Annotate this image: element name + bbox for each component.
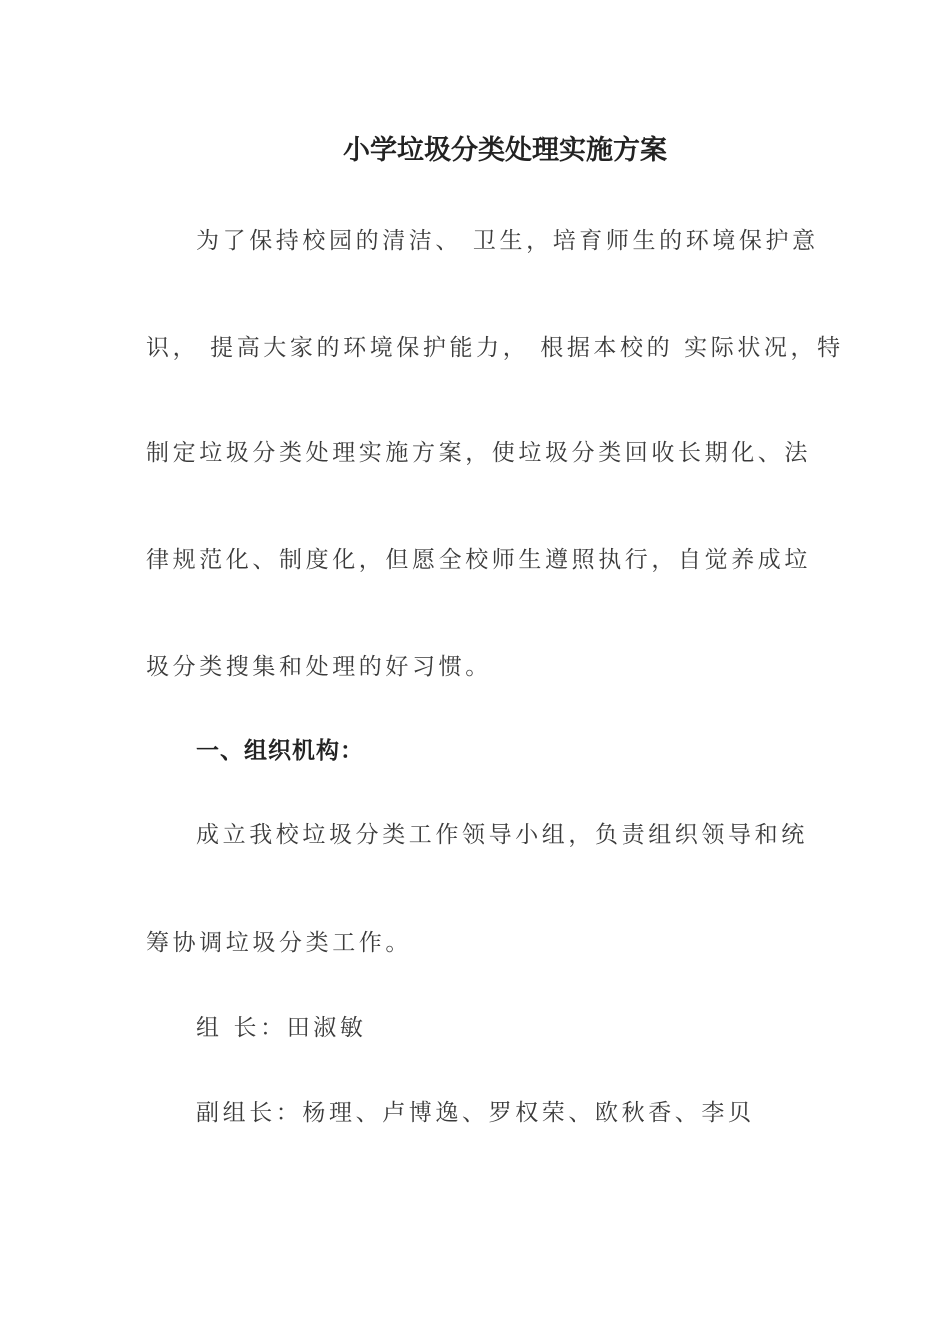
- intro-line-2: 识， 提高大家的环境保护能力， 根据本校的 实际状况，特: [146, 335, 844, 361]
- section-heading-organization: 一、组织机构：: [196, 738, 364, 764]
- intro-line-5: 圾分类搜集和处理的好习惯。: [146, 654, 492, 680]
- group-leader-line: 组 长：田淑敏: [196, 1015, 367, 1041]
- section1-line-2: 筹协调垃圾分类工作。: [146, 930, 412, 956]
- intro-line-1: 为了保持校园的清洁、 卫生，培育师生的环境保护意: [196, 228, 819, 254]
- intro-line-4: 律规范化、制度化，但愿全校师生遵照执行，自觉养成垃: [146, 547, 811, 573]
- intro-line-3: 制定垃圾分类处理实施方案，使垃圾分类回收长期化、法: [146, 440, 811, 466]
- section1-line-1: 成立我校垃圾分类工作领导小组，负责组织领导和统: [196, 822, 808, 848]
- document-title: 小学垃圾分类处理实施方案: [343, 135, 667, 166]
- deputy-leaders-line: 副组长：杨理、卢博逸、罗权荣、欧秋香、李贝: [196, 1100, 755, 1126]
